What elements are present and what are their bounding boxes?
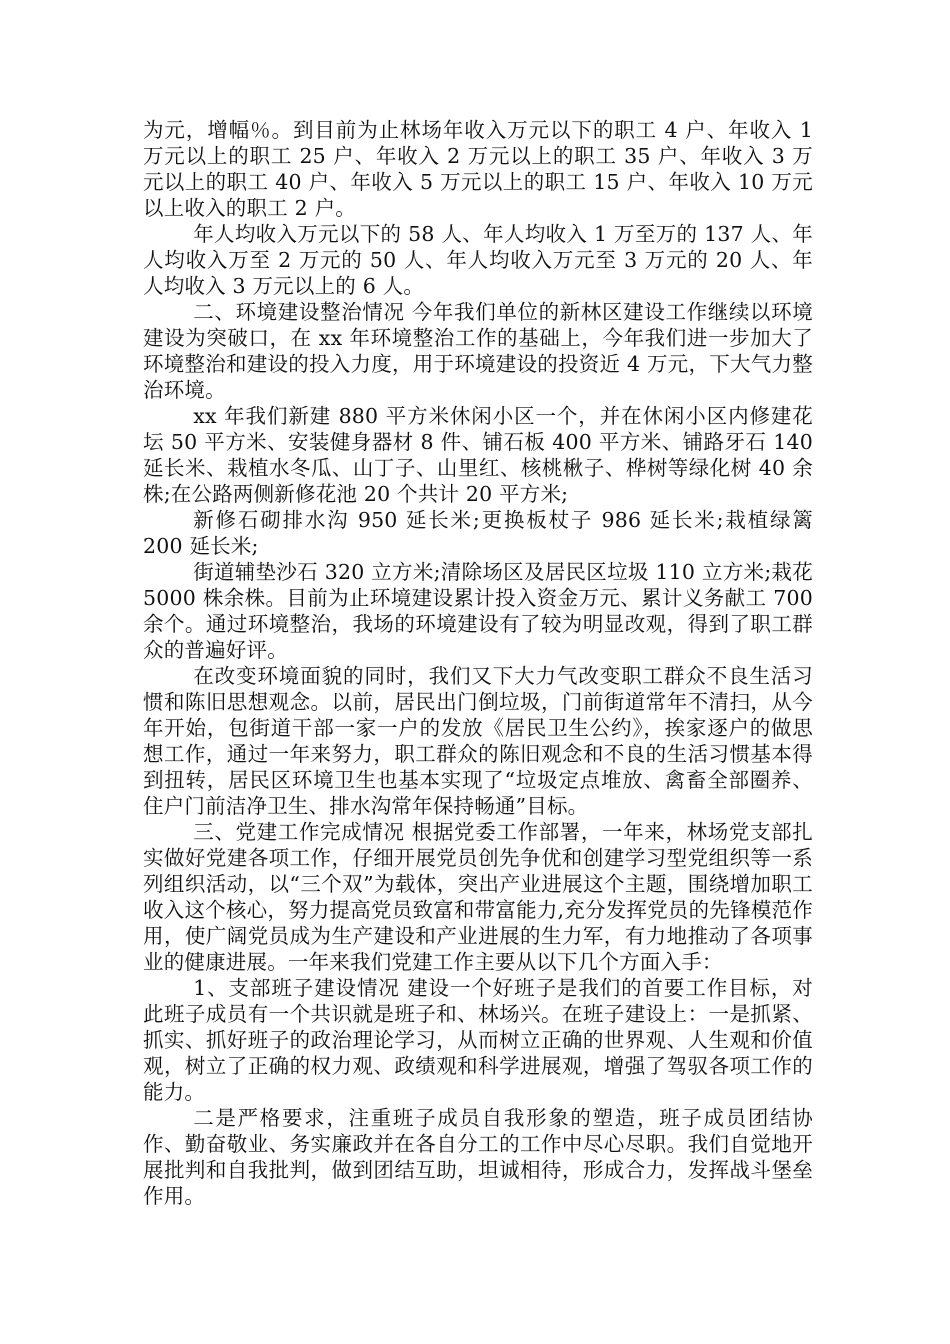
paragraph-party-building: 三、党建工作完成情况 根据党委工作部署，一年来，林场党支部扎实做好党建各项工作，仔细开展党员创先争优和创建学习型党组织等一系列组织活动，以“三个双”为载体，突出产业进展这个主题，围绕增加职工收入这个核心，努力提高党员致富和带富能力,充分发挥党员的先锋模范作用，使广阔党员成为生产建设和产业进展的生力军，有力地推动了各项事业的健康进展。一年来我们党建工作主要从以下几个方面入手： xyxy=(143,820,813,974)
paragraph-income-per-capita: 年人均收入万元以下的 58 人、年人均收入 1 万至万的 137 人、年人均收入万至 2 万元的 50 人、年人均收入万元至 3 万元的 20 人、年人均收入 3 万元以上的 6 人。 xyxy=(143,222,813,298)
paragraph-drainage: 新修石砌排水沟 950 延长米;更换板杖子 986 延长米;栽植绿篱 200 延长米; xyxy=(143,508,813,558)
paragraph-team-building: 1、支部班子建设情况 建设一个好班子是我们的首要工作目标，对此班子成员有一个共识就是班子和、林场兴。在班子建设上：一是抓紧、抓实、抓好班子的政治理论学习，从而树立正确的世界观、人生观和价值观，树立了正确的权力观、政绩观和科学进展观，增强了驾驭各项工作的能力。 xyxy=(143,976,813,1104)
paragraph-environment-heading: 二、环境建设整治情况 今年我们单位的新林区建设工作继续以环境建设为突破口，在 xx 年环境整治工作的基础上，今年我们进一步加大了环境整治和建设的投入力度，用于环境建设的投资近 4 万元，下大气力整治环境。 xyxy=(143,300,813,402)
paragraph-leisure-area: xx 年我们新建 880 平方米休闲小区一个，并在休闲小区内修建花坛 50 平方米、安装健身器材 8 件、铺石板 400 平方米、铺路牙石 140 延长米、栽植水冬瓜、山丁子、山里红、核桃楸子、桦树等绿化树 40 余株;在公路两侧新修花池 20 个共计 20 平方米; xyxy=(143,404,813,506)
paragraph-income-households: 为元，增幅％。到目前为止林场年收入万元以下的职工 4 户、年收入 1 万元以上的职工 25 户、年收入 2 万元以上的职工 35 户、年收入 3 万元以上的职工 40 户、年收入 5 万元以上的职工 15 户、年收入 10 万元以上收入的职工 2 户。 xyxy=(143,118,813,220)
paragraph-strict-requirements: 二是严格要求，注重班子成员自我形象的塑造，班子成员团结协作、勤奋敬业、务实廉政并在各自分工的工作中尽心尽职。我们自觉地开展批判和自我批判，做到团结互助，坦诚相待，形成合力，发挥战斗堡垒作用。 xyxy=(143,1106,813,1208)
document-body xyxy=(143,117,813,1209)
paragraph-streets: 街道辅垫沙石 320 立方米;清除场区及居民区垃圾 110 立方米;栽花 5000 株余株。目前为止环境建设累计投入资金万元、累计义务献工 700 余个。通过环境整治，我场的环境建设有了较为明显改观，得到了职工群众的普遍好评。 xyxy=(143,560,813,662)
paragraph-habits: 在改变环境面貌的同时，我们又下大力气改变职工群众不良生活习惯和陈旧思想观念。以前，居民出门倒垃圾，门前街道常年不清扫，从今年开始，包街道干部一家一户的发放《居民卫生公约》，挨家逐户的做思想工作，通过一年来努力，职工群众的陈旧观念和不良的生活习惯基本得到扭转，居民区环境卫生也基本实现了“垃圾定点堆放、禽畜全部圈养、住户门前洁净卫生、排水沟常年保持畅通”目标。 xyxy=(143,664,813,818)
